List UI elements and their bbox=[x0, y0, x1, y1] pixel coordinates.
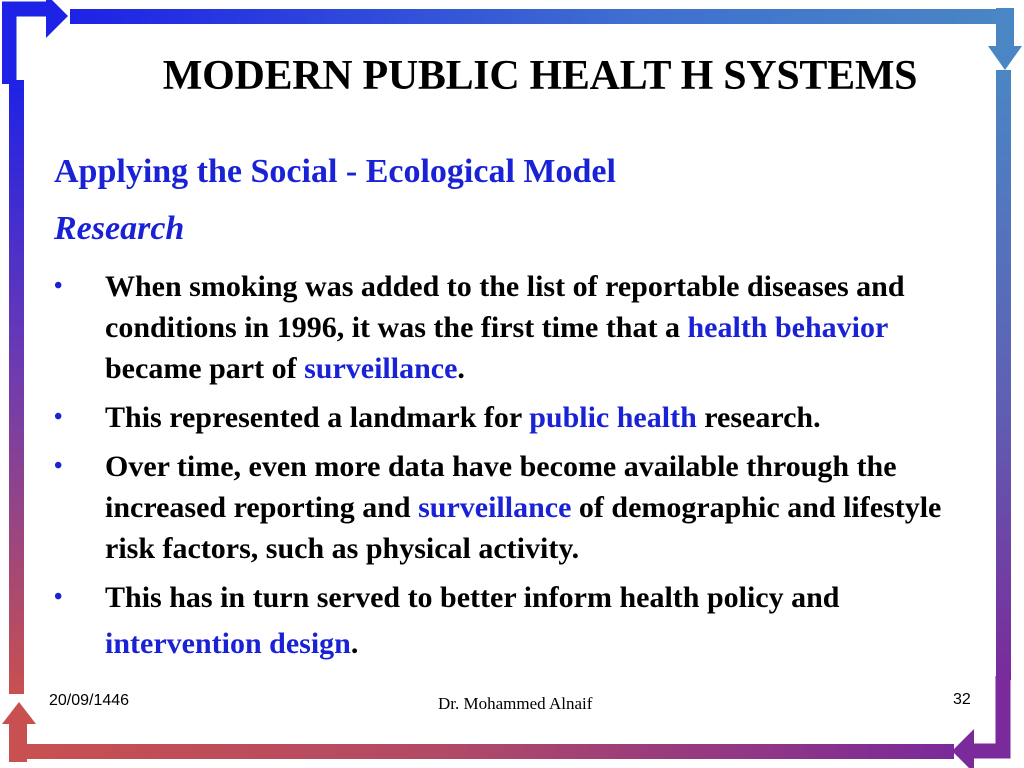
highlight-term: health behavior bbox=[687, 311, 888, 344]
bullet-text: This has in turn served to better inform health policy and bbox=[105, 581, 840, 614]
highlight-term: intervention design bbox=[105, 627, 351, 660]
bullet-text: . bbox=[350, 627, 359, 660]
slide-title: MODERN PUBLIC HEALT H SYSTEMS bbox=[162, 53, 918, 99]
bullet-text: This represented a landmark for bbox=[105, 401, 530, 434]
bullet-text: . bbox=[457, 352, 465, 385]
bullet-text: of demographic and lifestyle risk factors, such as physical activity. bbox=[105, 491, 942, 565]
section-heading: Research bbox=[54, 210, 185, 247]
bullet-line bbox=[105, 623, 964, 664]
frame-bar-right bbox=[996, 70, 1011, 680]
bullet-text: became part of bbox=[105, 352, 305, 385]
frame-arrow-bottom-left-icon bbox=[0, 700, 40, 762]
page-number: 32 bbox=[953, 691, 971, 708]
bullet-text: research. bbox=[696, 401, 821, 434]
bullet-list bbox=[54, 266, 964, 664]
bullet-item bbox=[54, 446, 964, 569]
footer-author: Dr. Mohammed Alnaif bbox=[438, 694, 593, 713]
bullet-item bbox=[54, 266, 964, 389]
bullet-dot-icon: • bbox=[54, 453, 63, 479]
bullet-item bbox=[54, 577, 964, 664]
frame-bar-top bbox=[70, 9, 1010, 24]
bullet-dot-icon: • bbox=[54, 584, 63, 610]
bullet-dot-icon: • bbox=[54, 404, 63, 430]
highlight-term: surveillance bbox=[418, 491, 572, 524]
highlight-term: surveillance bbox=[304, 352, 458, 385]
bullet-dot-icon: • bbox=[54, 273, 63, 299]
frame-bar-bottom bbox=[14, 744, 954, 759]
footer-date: 20/09/1446 bbox=[49, 692, 130, 709]
slide-subtitle: Applying the Social - Ecological Model bbox=[54, 153, 616, 190]
frame-bar-left bbox=[9, 80, 24, 694]
bullet-text: Over time, even more data have become available through the increased reporting and bbox=[105, 450, 897, 524]
highlight-term: public health bbox=[529, 401, 697, 434]
bullet-text: When smoking was added to the list of reportable diseases and conditions in 1996, it was the first time that a bbox=[105, 270, 905, 344]
bullet-item bbox=[54, 397, 964, 438]
frame-arrow-bottom-right-icon bbox=[950, 676, 1024, 768]
